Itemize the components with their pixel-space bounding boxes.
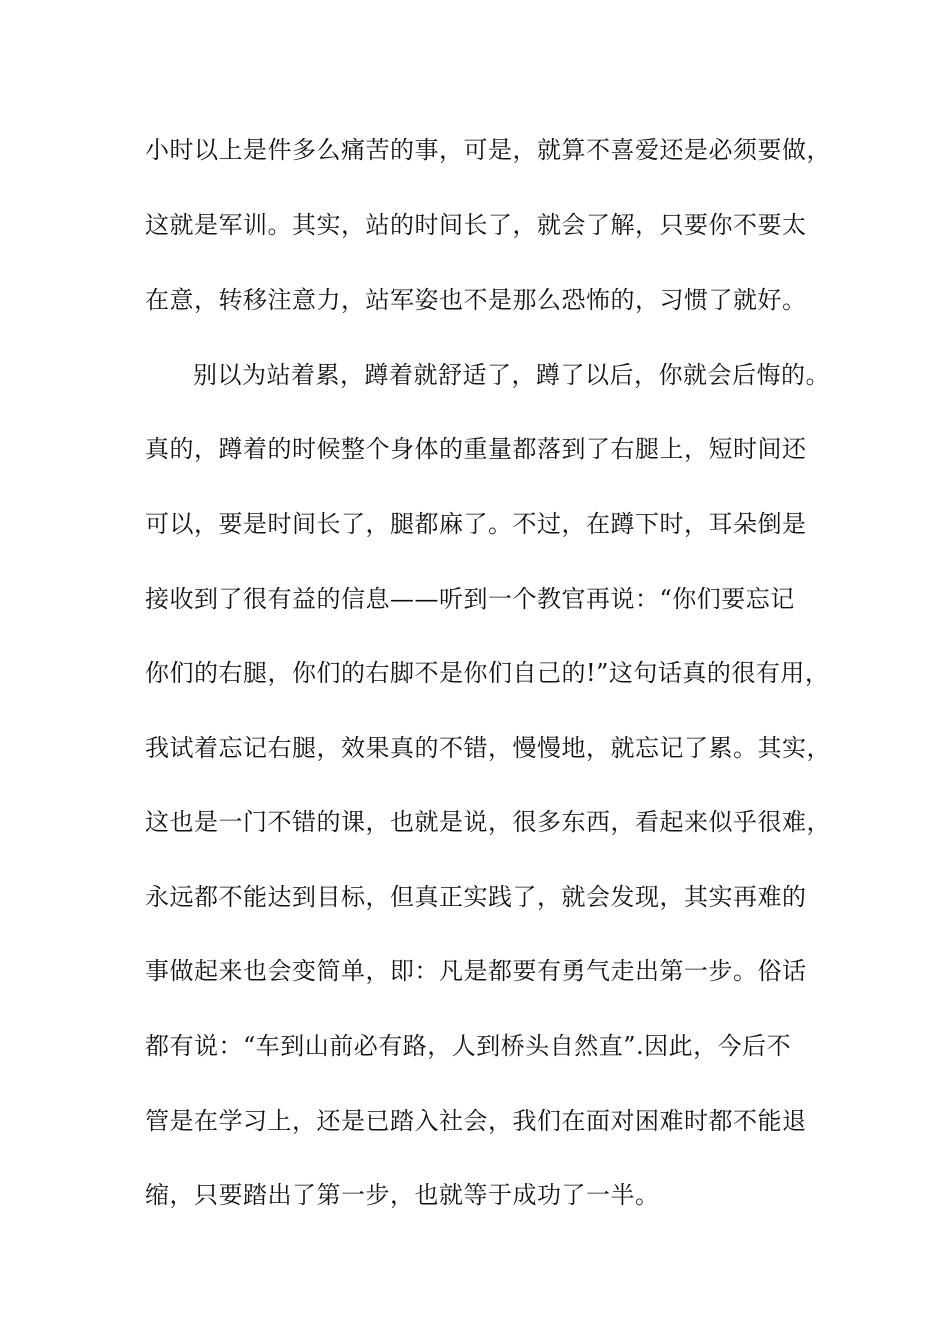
text-line: 接收到了很有益的信息——听到一个教官再说：“你们要忘记 (145, 585, 795, 613)
text-line: 真的，蹲着的时候整个身体的重量都落到了右腿上，短时间还 (145, 435, 807, 463)
paragraph-first-line: 别以为站着累，蹲着就舒适了，蹲了以后，你就会后悔的。 (193, 361, 830, 389)
text-line: 事做起来也会变简单，即：凡是都要有勇气走出第一步。俗话 (145, 957, 807, 985)
text-line: 这也是一门不错的课，也就是说，很多东西，看起来似乎很难， (145, 808, 831, 836)
text-line: 缩，只要踏出了第一步，也就等于成功了一半。 (145, 1181, 660, 1209)
text-line: 可以，要是时间长了，腿都麻了。不过，在蹲下时，耳朵倒是 (145, 510, 807, 538)
text-line: 我试着忘记右腿，效果真的不错，慢慢地，就忘记了累。其实， (145, 734, 831, 762)
text-line: 永远都不能达到目标，但真正实践了，就会发现，其实再难的 (145, 883, 807, 911)
text-line: 小时以上是件多么痛苦的事，可是，就算不喜爱还是必须要做， (145, 136, 831, 164)
text-line: 你们的右腿，你们的右脚不是你们自己的!”这句话真的很有用， (145, 659, 830, 687)
text-line: 管是在学习上，还是已踏入社会，我们在面对困难时都不能退 (145, 1107, 807, 1135)
text-line: 都有说：“车到山前必有路，人到桥头自然直”.因此，今后不 (145, 1032, 792, 1060)
text-line: 这就是军训。其实，站的时间长了，就会了解，只要你不要太 (145, 211, 807, 239)
text-line: 在意，转移注意力，站军姿也不是那么恐怖的，习惯了就好。 (145, 286, 807, 314)
